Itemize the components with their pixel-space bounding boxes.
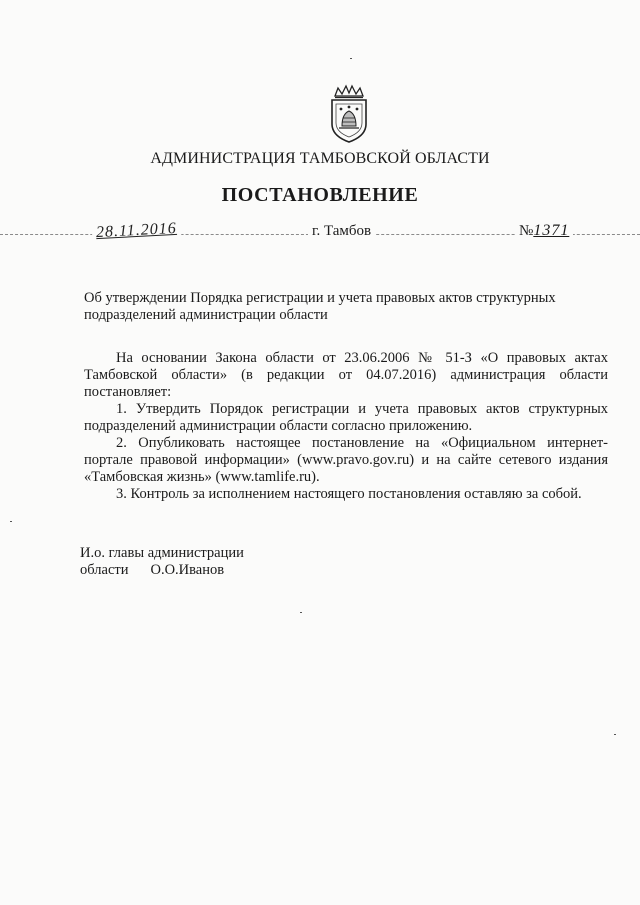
- scan-speck: [300, 612, 302, 613]
- number-value: 1371: [533, 222, 570, 239]
- body-paragraph: На основании Закона области от 23.06.2006 № 51-З «О правовых актах Тамбовской области» (в редакции от 04.07.2016) администрация области постановляет:: [84, 350, 608, 400]
- scan-speck: [614, 734, 616, 735]
- signatory-name: О.О.Иванов: [150, 562, 225, 578]
- body-paragraph: 1. Утвердить Порядок регистрации и учета правовых актов структурных подразделений администрации области согласно приложению.: [84, 401, 608, 434]
- document-body: [84, 350, 608, 503]
- city-label: г. Тамбов: [308, 223, 375, 240]
- document-number: [515, 222, 573, 240]
- date-city-number-row: [0, 219, 640, 244]
- scan-speck: [350, 58, 352, 59]
- coat-of-arms-icon: [326, 84, 372, 144]
- signatory-title: И.о. главы администрации: [80, 545, 244, 561]
- signatory-title-cont: области: [80, 562, 129, 578]
- number-prefix: №: [519, 223, 534, 239]
- document-subject: Об утверждении Порядка регистрации и учета правовых актов структурных подразделений администрации области: [84, 290, 556, 323]
- authority-name: АДМИНИСТРАЦИЯ ТАМБОВСКОЙ ОБЛАСТИ: [150, 150, 490, 167]
- document-type-title: ПОСТАНОВЛЕНИЕ: [221, 184, 419, 206]
- scan-speck: [10, 521, 12, 522]
- body-paragraph: 3. Контроль за исполнением настоящего постановления оставляю за собой.: [116, 486, 582, 502]
- document-date: 28.11.2016: [92, 220, 182, 243]
- signature-block: [80, 545, 380, 579]
- body-paragraph: 2. Опубликовать настоящее постановление на «Официальном интернет-портале правовой информации» (www.pravo.gov.ru) и на сайте сетевого издания «Тамбовская жизнь» (www.tamlife.ru).: [84, 435, 608, 485]
